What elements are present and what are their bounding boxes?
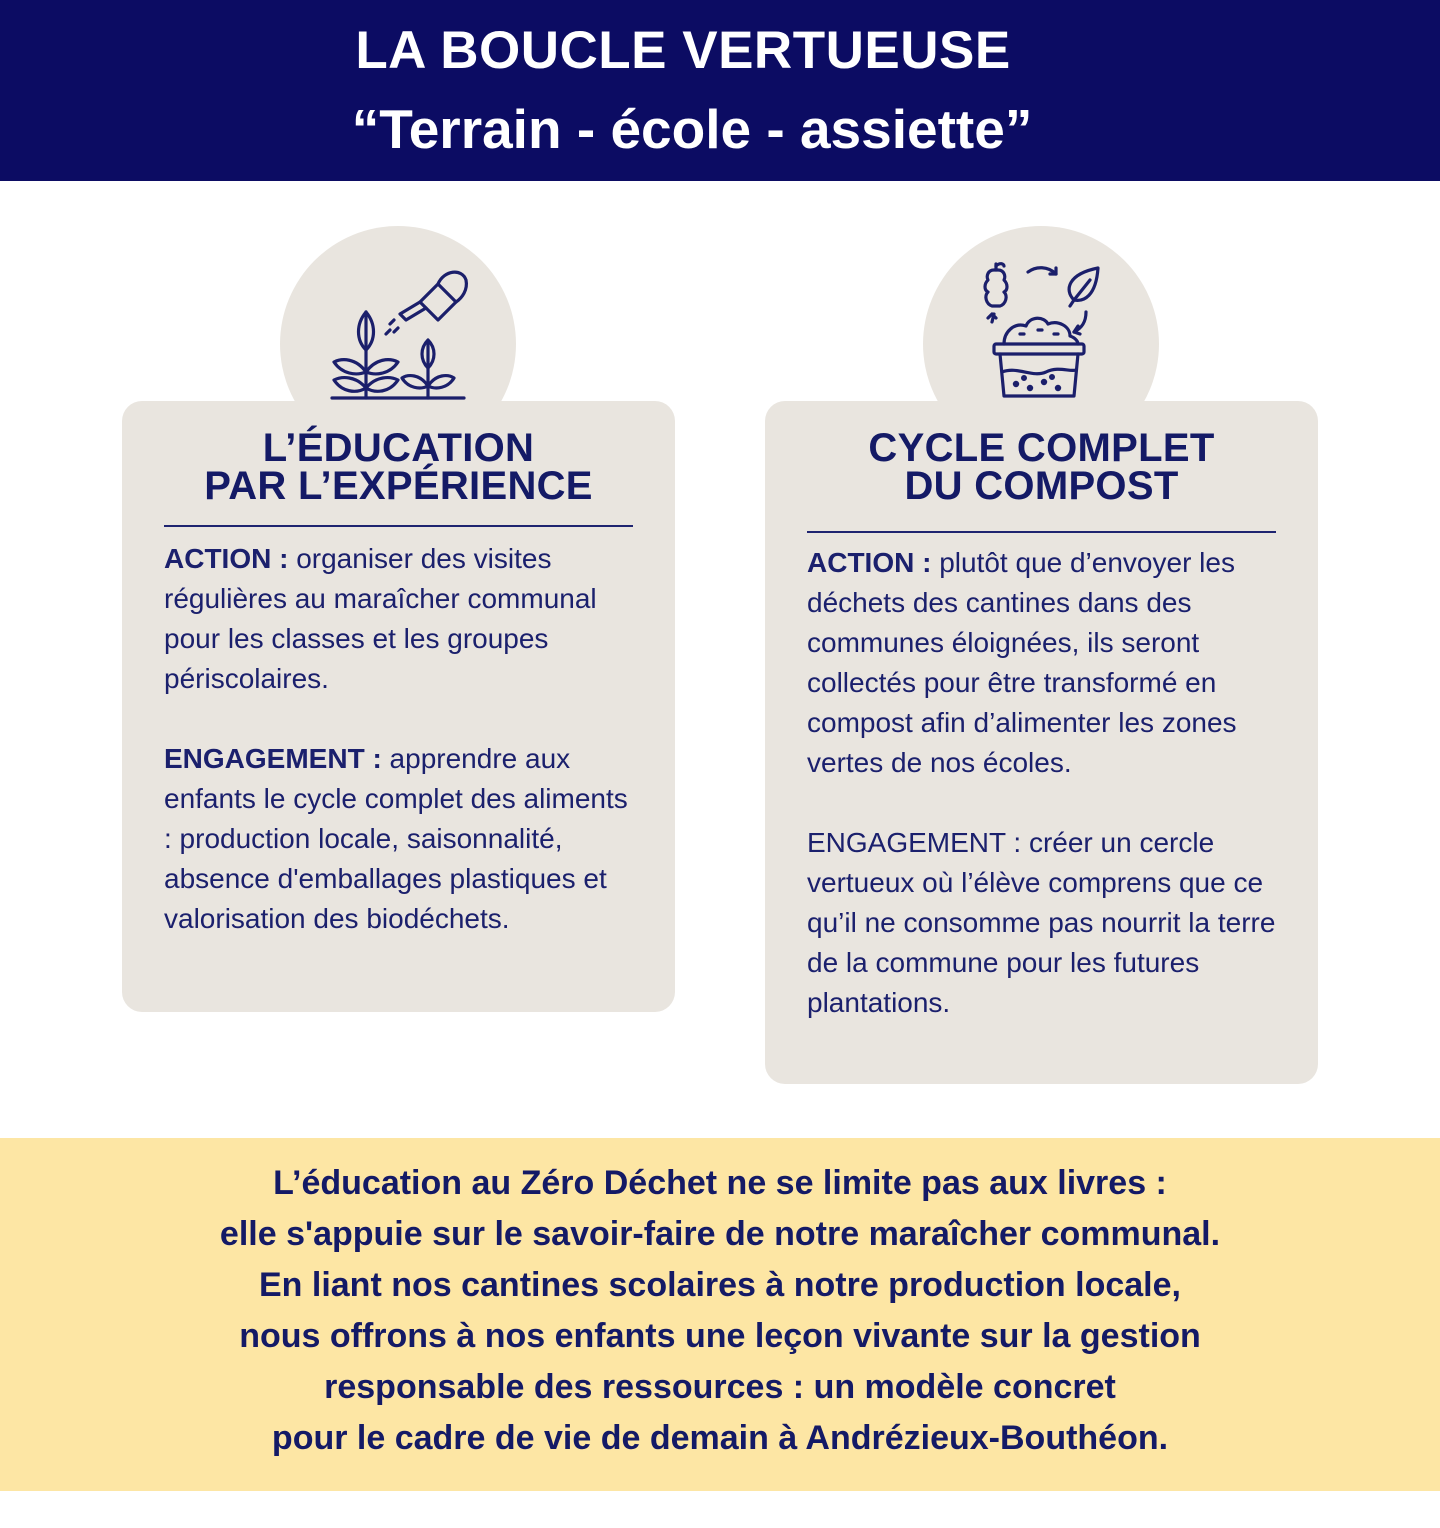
card-title-line1: L’ÉDUCATION: [262, 426, 535, 470]
card-title: [765, 426, 1318, 508]
card-body: [164, 539, 634, 939]
engagement-paragraph: [807, 823, 1277, 1023]
action-text: organiser des visites régulières au maraîcher communal pour les classes et les groupes périscolaires.: [164, 543, 597, 694]
footer-line: elle s'appuie sur le savoir-faire de notre maraîcher communal.: [219, 1215, 1221, 1253]
action-paragraph: [807, 543, 1277, 783]
footer-line: L’éducation au Zéro Déchet ne se limite pas aux livres :: [273, 1164, 1167, 1202]
divider: [164, 525, 633, 527]
action-paragraph: [164, 539, 634, 699]
footer-line: responsable des ressources : un modèle concret: [324, 1368, 1116, 1406]
footer-line: En liant nos cantines scolaires à notre production locale,: [258, 1266, 1181, 1304]
watering-plants-icon: [328, 262, 470, 407]
card-body: [807, 543, 1277, 1023]
divider: [807, 531, 1276, 533]
engagement-label: ENGAGEMENT :: [164, 743, 382, 774]
card-title: [122, 426, 675, 508]
card-title-line2: PAR L’EXPÉRIENCE: [204, 464, 593, 508]
action-text: plutôt que d’envoyer les déchets des cantines dans des communes éloignées, ils seront collectés pour être transformé en compost afin d’alimenter les zones vertes de nos écoles.: [807, 547, 1237, 778]
card-compost: [765, 401, 1318, 1084]
engagement-text: apprendre aux enfants le cycle complet des aliments : production locale, saisonnalité, absence d'emballages plastiques et valorisation des biodéchets.: [164, 743, 628, 934]
card-education: [122, 401, 675, 1012]
header-banner: [0, 0, 1440, 181]
engagement-paragraph: [164, 739, 634, 939]
engagement-text: ENGAGEMENT : créer un cercle vertueux où l’élève comprens que ce qu’il ne consomme pas nourrit la terre de la commune pour les futures plantations.: [807, 827, 1276, 1018]
action-label: ACTION :: [807, 547, 932, 578]
card-title-line2: DU COMPOST: [904, 464, 1179, 508]
footer-text: [0, 1158, 1440, 1464]
page-subtitle: “Terrain - école - assiette”: [351, 98, 1033, 160]
compost-cycle-icon: [978, 260, 1106, 407]
action-label: ACTION :: [164, 543, 289, 574]
footer-line: nous offrons à nos enfants une leçon vivante sur la gestion: [239, 1317, 1201, 1355]
card-title-line1: CYCLE COMPLET: [868, 426, 1215, 470]
page-title: LA BOUCLE VERTUEUSE: [355, 21, 1011, 80]
footer-line: pour le cadre de vie de demain à Andrézieux-Bouthéon.: [271, 1419, 1169, 1457]
footer-banner: [0, 1138, 1440, 1491]
